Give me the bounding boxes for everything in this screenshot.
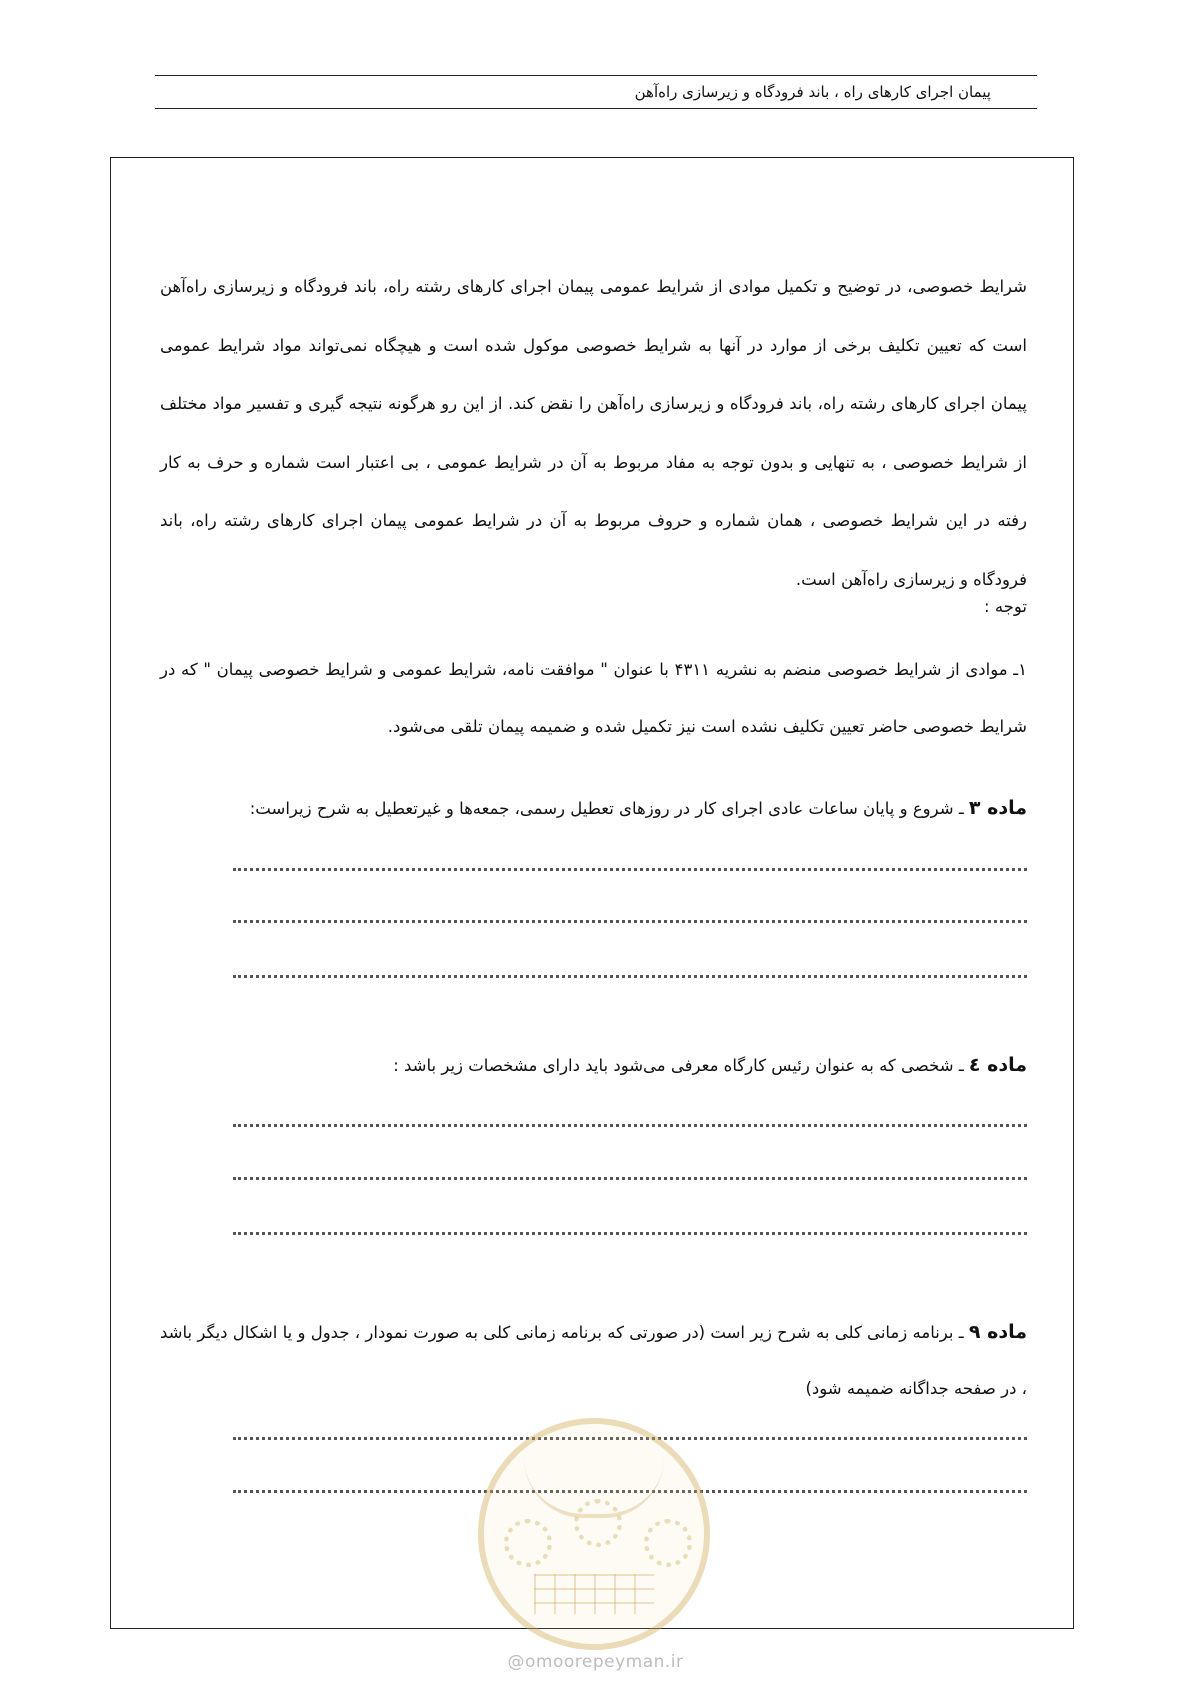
intro-paragraph (160, 258, 1027, 609)
article-3 (160, 790, 1027, 827)
header-bottom-rule (155, 108, 1037, 109)
article-3-title: ماده ۳ (968, 797, 1027, 819)
article-9-title: ماده ۹ (968, 1321, 1027, 1343)
watermark-grid-mark (534, 1574, 654, 1614)
article-9-text: ـ برنامه زمانی کلی به شرح زیر است (در صورتی که برنامه زمانی کلی به صورت نمودار ، جدول و یا اشکال دیگر باشد ، در صفحه جداگانه ضمیمه شود) (160, 1323, 1027, 1398)
article-9 (160, 1304, 1027, 1417)
article-3-text: ـ شروع و پایان ساعات عادی اجرای کار در روزهای تعطیل رسمی، جمعه‌ها و غیرتعطیل به شرح زیراست: (249, 799, 969, 818)
fill-in-line[interactable] (233, 920, 1027, 923)
article-4 (160, 1047, 1027, 1084)
intro-text: شرایط خصوصی، در توضیح و تکمیل موادی از شرایط عمومی پیمان اجرای کارهای رشته راه، باند فرودگاه و زیرسازی راه‌آهن است که تعیین تکلیف برخی از موارد در آنها به شرایط خصوصی موکول شده است و هیچگاه نمی‌تواند مواد شرایط عمومی پیمان اجرای کارهای رشته راه، باند فرودگاه و زیرسازی راه‌آهن را نقض کند. از این رو هرگونه نتیجه گیری و تفسیر مواد مختلف از شرایط خصوصی ، به تنهایی و بدون توجه به مفاد مربوط به آن در شرایط عمومی ، بی اعتبار است شماره و حرف به کار رفته در این شرایط خصوصی ، همان شماره و حروف مربوط به آن در شرایط عمومی پیمان اجرای کارهای رشته راه، باند فرودگاه و زیرسازی راه‌آهن است. (160, 277, 1027, 589)
gear-icon (574, 1499, 622, 1547)
fill-in-line[interactable] (233, 1124, 1027, 1127)
note-item-1: ۱ـ موادی از شرایط خصوصی منضم به نشریه ۴۳۱۱ با عنوان " موافقت نامه، شرایط عمومی و شرایط خصوصی پیمان " که در شرایط خصوصی حاضر تعیین تکلیف نشده است نیز تکمیل شده و ضمیمه پیمان تلقی می‌شود. (160, 660, 1027, 736)
fill-in-line[interactable] (233, 1177, 1027, 1180)
watermark-seal-logo (478, 1418, 710, 1650)
note-label: توجه : (984, 597, 1027, 616)
gear-icon (644, 1519, 692, 1567)
fill-in-line[interactable] (233, 1232, 1027, 1235)
header-top-rule (155, 75, 1037, 76)
fill-in-line[interactable] (233, 868, 1027, 871)
article-4-text: ـ شخصی که به عنوان رئیس کارگاه معرفی می‌شود باید دارای مشخصات زیر باشد : (393, 1056, 969, 1075)
website-watermark: @omoorepeyman.ir (507, 1652, 684, 1672)
gear-icon (504, 1519, 552, 1567)
document-header-title: پیمان اجرای کارهای راه ، باند فرودگاه و زیرسازی راه‌آهن (634, 83, 991, 101)
fill-in-line[interactable] (233, 975, 1027, 978)
article-4-title: ماده ٤ (968, 1054, 1027, 1076)
